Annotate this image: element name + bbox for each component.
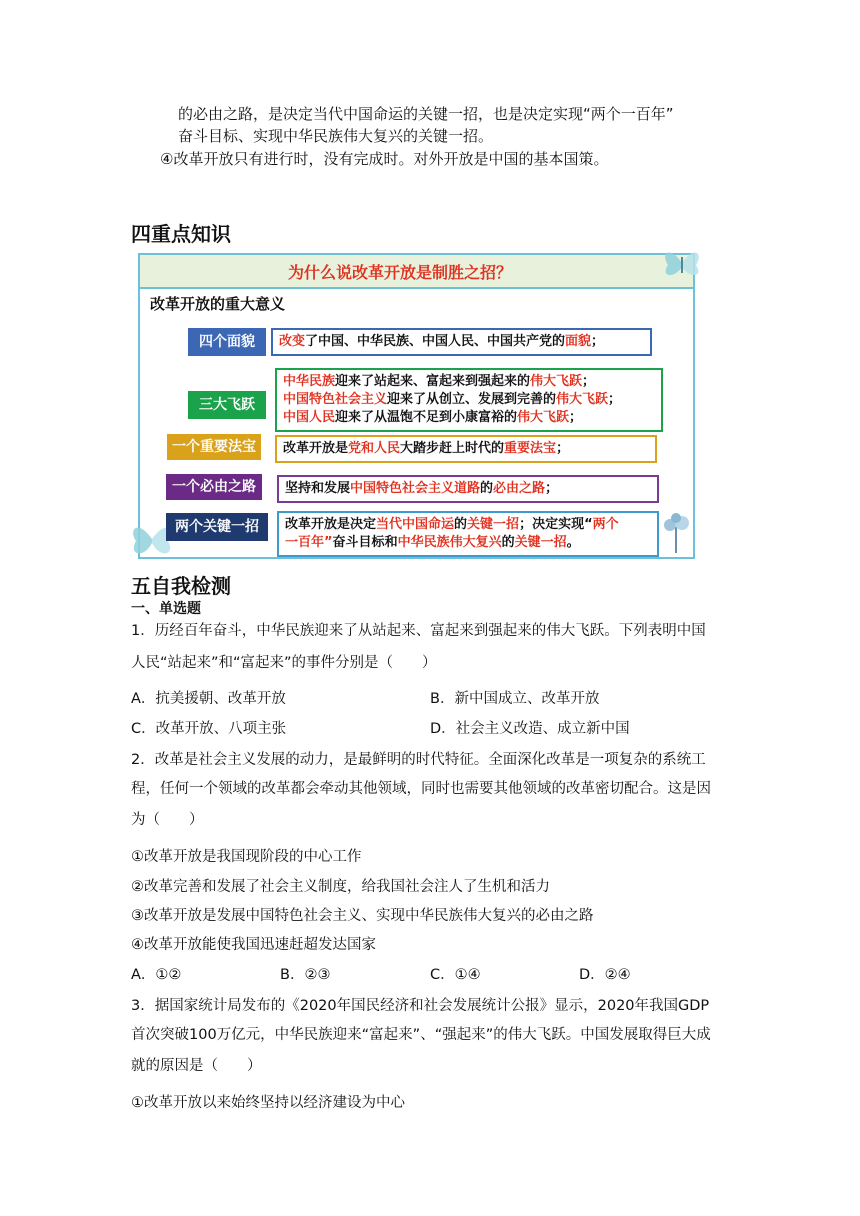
plain-text: 大踏步赶上时代的 [400, 441, 505, 456]
diagram-box-3 [275, 435, 657, 463]
single-choice-heading: 一、单选题 [131, 601, 201, 617]
diagram-box-line [283, 391, 655, 409]
highlight-text: 中国特色社会主义道路 [350, 481, 481, 496]
continued-paragraph-line1: 的必由之路，是决定当代中国命运的关键一招，也是决定实现“两个一百年” [178, 105, 674, 123]
highlight-text: 中国特色社会主义 [283, 392, 388, 407]
plain-text: 坚持和发展 [285, 481, 351, 496]
plain-text: 。 [566, 535, 580, 550]
highlight-text: 面貌 [565, 334, 592, 349]
q2-option-c[interactable]: C．①④ [430, 967, 481, 983]
highlight-text: 伟大飞跃 [517, 410, 570, 425]
q3-stem-line3: 就的原因是（ ） [131, 1058, 262, 1074]
highlight-text: 关键一招 [467, 517, 520, 532]
plain-text: ； [591, 334, 605, 349]
diagram-label-5: 两个关键一招 [166, 513, 268, 541]
q2-statement-3: ③改革开放是发展中国特色社会主义、实现中华民族伟大复兴的必由之路 [131, 908, 594, 924]
q3-stem-line1: 3．据国家统计局发布的《2020年国民经济和社会发展统计公报》显示，2020年我国GDP [131, 998, 710, 1014]
diagram-label-1: 四个面貌 [188, 328, 266, 356]
highlight-text: 中华民族 [283, 374, 336, 389]
q2-stem-line2: 程，任何一个领域的改革都会牵动其他领域，同时也需要其他领域的改革密切配合。这是因 [131, 781, 711, 797]
diagram-label-2: 三大飞跃 [188, 391, 266, 419]
q1-option-c[interactable]: C．改革开放、八项主张 [131, 721, 287, 737]
section-5-heading: 五自我检测 [131, 574, 231, 598]
diagram-box-line [283, 373, 655, 391]
diagram-box-line [283, 440, 649, 458]
diagram-box-line [283, 409, 655, 427]
diagram-box-5 [277, 511, 659, 557]
highlight-text: 必由之路 [493, 481, 546, 496]
diagram-box-line [279, 333, 644, 351]
plain-text: ； [608, 392, 622, 407]
plain-text: ； [569, 410, 583, 425]
highlight-text: 重要法宝 [504, 441, 557, 456]
q3-stem-line2: 首次突破100万亿元，中华民族迎来“富起来”、“强起来”的伟大飞跃。中国发展取得巨大成 [131, 1027, 711, 1043]
plain-text: ； [582, 374, 596, 389]
plain-text: 和 [384, 535, 398, 550]
highlight-text: 伟大飞跃 [530, 374, 583, 389]
plain-text: 迎来了从创立、发展到完善的 [387, 392, 557, 407]
q1-option-d[interactable]: D．社会主义改造、成立新中国 [430, 721, 630, 737]
plain-text: 改革开放是决定 [285, 517, 377, 532]
q1-option-a[interactable]: A．抗美援朝、改革开放 [131, 691, 286, 707]
q2-stem-line1: 2．改革是社会主义发展的动力，是最鲜明的时代特征。全面深化改革是一项复杂的系统工 [131, 752, 706, 768]
diagram-box-line [285, 516, 651, 534]
highlight-text: 当代中国命运 [376, 517, 455, 532]
diagram-box-4 [277, 475, 659, 503]
plain-text: ； [545, 481, 559, 496]
plain-text: 的 [501, 535, 515, 550]
highlight-text: 中国人民 [283, 410, 336, 425]
q1-stem-line1: 1．历经百年奋斗，中华民族迎来了从站起来、富起来到强起来的伟大飞跃。下列表明中国 [131, 623, 706, 639]
highlight-text: 两个 [592, 517, 619, 532]
q1-option-b[interactable]: B．新中国成立、改革开放 [430, 691, 600, 707]
plain-text: 改革开放是 [283, 441, 349, 456]
q1-stem-line2: 人民“站起来”和“富起来”的事件分别是（ ） [131, 655, 437, 671]
point-4-text: ④改革开放只有进行时，没有完成时。对外开放是中国的基本国策。 [160, 150, 609, 168]
diagram-box-1 [271, 328, 652, 356]
plain-text: 奋斗目标 [332, 535, 385, 550]
plain-text: 迎来了站起来、富起来到强起来的 [335, 374, 531, 389]
diagram-box-line [285, 480, 651, 498]
plain-text: 的 [454, 517, 468, 532]
butterfly-icon [660, 243, 704, 283]
q2-statement-2: ②改革完善和发展了社会主义制度，给我国社会注人了生机和活力 [131, 879, 550, 895]
section-4-heading: 四重点知识 [131, 222, 231, 246]
q2-statement-1: ①改革开放是我国现阶段的中心工作 [131, 849, 362, 865]
q3-statement-1: ①改革开放以来始终坚持以经济建设为中心 [131, 1095, 405, 1111]
highlight-text: 中华民族伟大复兴 [397, 535, 502, 550]
diagram-subtitle: 改革开放的重大意义 [150, 295, 286, 313]
q2-option-b[interactable]: B．②③ [280, 967, 331, 983]
plain-text: ； [556, 441, 570, 456]
highlight-text: 党和人民 [348, 441, 401, 456]
highlight-text: 伟大飞跃 [556, 392, 609, 407]
q2-stem-line3: 为（ ） [131, 812, 204, 828]
tree-icon [660, 513, 692, 555]
continued-paragraph-line2: 奋斗目标、实现中华民族伟大复兴的关键一招。 [178, 127, 494, 145]
diagram-box-2 [275, 368, 663, 432]
plain-text: 迎来了从温饱不足到小康富裕的 [335, 410, 518, 425]
q2-option-d[interactable]: D．②④ [579, 967, 631, 983]
q2-statement-4: ④改革开放能使我国迅速赶超发达国家 [131, 937, 376, 953]
highlight-text: 一百年” [285, 535, 333, 550]
plain-text: 了中国、中华民族、中国人民、中国共产党的 [305, 334, 566, 349]
diagram-label-4: 一个必由之路 [166, 474, 262, 500]
plain-text: ；决定实现“ [519, 517, 593, 532]
highlight-text: 关键一招 [514, 535, 567, 550]
q2-option-a[interactable]: A．①② [131, 967, 182, 983]
diagram-title: 为什么说改革开放是制胜之招？ [287, 263, 512, 282]
highlight-text: 改变 [279, 334, 306, 349]
plain-text: 的 [480, 481, 494, 496]
diagram-label-3: 一个重要法宝 [167, 434, 261, 460]
significance-diagram [138, 253, 695, 559]
diagram-box-line [285, 534, 651, 552]
